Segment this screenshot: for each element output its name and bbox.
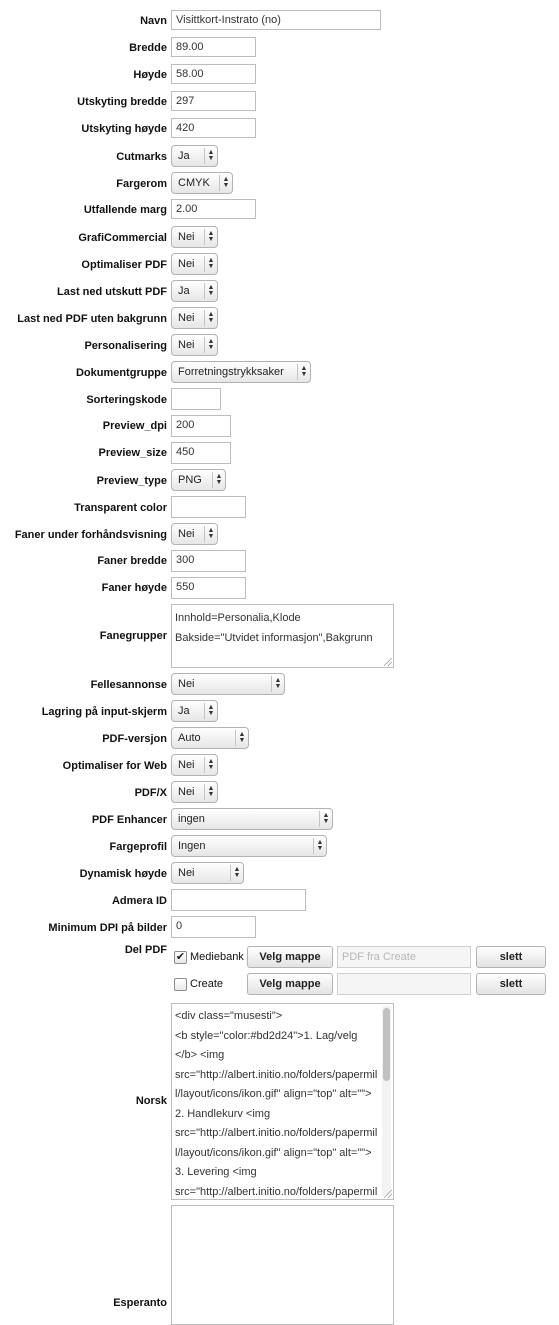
last-ned-utskutt-select[interactable] — [171, 280, 218, 302]
fargerom-value: CMYK — [178, 177, 210, 189]
label-fargeprofil: Fargeprofil — [109, 841, 167, 853]
label-pdf-enhancer: PDF Enhancer — [91, 814, 167, 826]
norsk-textarea[interactable] — [171, 1003, 394, 1200]
label-dynamisk-hoyde: Dynamisk høyde — [79, 868, 167, 880]
norsk-line: 3. Levering <img — [175, 1166, 257, 1178]
admera-id-input[interactable] — [171, 889, 306, 911]
mediebank-velg-mappe-button[interactable]: Velg mappe — [247, 946, 333, 968]
utskyting-hoyde-input[interactable]: 420 — [171, 118, 256, 138]
pdf-versjon-value: Auto — [178, 732, 201, 744]
updown-arrows-icon: ▲ ▼ — [212, 472, 225, 488]
faner-forhandsvisning-value: Nei — [178, 528, 195, 540]
create-checkbox[interactable] — [174, 978, 187, 991]
mediebank-slett-button[interactable]: slett — [476, 946, 546, 968]
norsk-line: <b style="color:#bd2d24">1. Lag/velg — [175, 1029, 358, 1042]
label-norsk: Norsk — [135, 1095, 167, 1107]
dokumentgruppe-value: Forretningstrykksaker — [178, 366, 284, 378]
label-last-ned-utskutt: Last ned utskutt PDF — [56, 286, 167, 298]
norsk-line: src="http://albert.initio.no/folders/papermil — [175, 1127, 378, 1139]
label-dokumentgruppe: Dokumentgruppe — [75, 367, 167, 379]
label-utfallende-marg: Utfallende marg — [83, 204, 167, 216]
navn-input[interactable]: Visittkort-Instrato (no) — [171, 10, 381, 30]
updown-arrows-icon: ▲ ▼ — [204, 256, 217, 272]
norsk-line: 2. Handlekurv <img — [175, 1107, 271, 1120]
hoyde-input[interactable]: 58.00 — [171, 64, 256, 84]
pdf-enhancer-value: ingen — [178, 813, 205, 825]
label-preview-size: Preview_size — [98, 447, 167, 459]
updown-arrows-icon: ▲ ▼ — [219, 175, 232, 191]
updown-arrows-icon: ▲ ▼ — [235, 730, 248, 746]
create-velg-mappe-button[interactable]: Velg mappe — [247, 973, 333, 995]
updown-arrows-icon: ▲ ▼ — [204, 784, 217, 800]
label-min-dpi: Minimum DPI på bilder — [48, 922, 167, 934]
updown-arrows-icon: ▲ ▼ — [204, 229, 217, 245]
norsk-line: </b> <img — [175, 1049, 225, 1061]
faner-forhandsvisning-select[interactable] — [171, 523, 218, 545]
label-hoyde: Høyde — [133, 69, 167, 81]
fargeprofil-value: Ingen — [178, 840, 206, 852]
bredde-input[interactable]: 89.00 — [171, 37, 256, 57]
dokumentgruppe-select[interactable] — [171, 361, 311, 383]
utfallende-marg-input[interactable]: 2.00 — [171, 199, 256, 219]
label-cutmarks: Cutmarks — [116, 151, 167, 163]
fellesannonse-select[interactable] — [171, 673, 285, 695]
label-faner-hoyde: Faner høyde — [101, 582, 167, 594]
label-preview-type: Preview_type — [96, 475, 167, 487]
fanegrupper-line: Bakside="Utvidet informasjon",Bakgrunn — [175, 631, 373, 644]
resize-grip-icon[interactable] — [384, 658, 392, 666]
esperanto-textarea[interactable] — [171, 1205, 394, 1325]
utskyting-bredde-input[interactable]: 297 — [171, 91, 256, 111]
last-ned-uten-bakgrunn-value: Nei — [178, 312, 195, 324]
label-bredde: Bredde — [129, 42, 167, 54]
updown-arrows-icon: ▲ ▼ — [204, 703, 217, 719]
mediebank-label: Mediebank — [190, 951, 244, 963]
updown-arrows-icon: ▲ ▼ — [230, 865, 243, 881]
label-fanegrupper: Fanegrupper — [99, 630, 167, 642]
norsk-line: <div class="musesti"> — [175, 1010, 283, 1022]
dynamisk-hoyde-select[interactable] — [171, 862, 244, 884]
label-fellesannonse: Fellesannonse — [90, 679, 167, 691]
dynamisk-hoyde-value: Nei — [178, 867, 195, 879]
fargerom-select[interactable] — [171, 172, 233, 194]
updown-arrows-icon: ▲ ▼ — [204, 337, 217, 353]
lagring-input-select[interactable] — [171, 700, 218, 722]
resize-grip-icon[interactable] — [384, 1190, 392, 1198]
updown-arrows-icon: ▲ ▼ — [204, 283, 217, 299]
checkmark-icon: ✔ — [175, 951, 186, 963]
norsk-scrollbar[interactable] — [382, 1006, 391, 1196]
create-label: Create — [190, 978, 224, 990]
preview-size-input[interactable]: 450 — [171, 442, 231, 464]
updown-arrows-icon: ▲ ▼ — [319, 811, 332, 827]
cutmarks-select[interactable] — [171, 145, 218, 167]
min-dpi-input[interactable]: 0 — [171, 916, 256, 938]
pdf-enhancer-select[interactable] — [171, 808, 333, 830]
label-lagring-input: Lagring på input-skjerm — [41, 706, 167, 718]
personalisering-value: Nei — [178, 339, 195, 351]
fanegrupper-line: Innhold=Personalia,Klode — [175, 612, 301, 624]
last-ned-utskutt-value: Ja — [178, 285, 190, 297]
faner-bredde-input[interactable]: 300 — [171, 550, 246, 572]
norsk-line: l/layout/icons/ikon.gif" align="top" alt=""> — [175, 1088, 372, 1100]
graficommercial-select[interactable] — [171, 226, 218, 248]
label-admera-id: Admera ID — [111, 895, 167, 907]
norsk-line: src="http://albert.initio.no/folders/papermil — [175, 1185, 378, 1198]
label-faner-forhandsvisning: Faner under forhåndsvisning — [14, 529, 167, 541]
updown-arrows-icon: ▲ ▼ — [297, 364, 310, 380]
updown-arrows-icon: ▲ ▼ — [204, 526, 217, 542]
preview-dpi-input[interactable]: 200 — [171, 415, 231, 437]
scrollbar-thumb[interactable] — [383, 1008, 390, 1081]
updown-arrows-icon: ▲ ▼ — [271, 676, 284, 692]
fanegrupper-textarea[interactable] — [171, 604, 394, 668]
pdf-versjon-select[interactable] — [171, 727, 249, 749]
label-esperanto: Esperanto — [113, 1297, 167, 1309]
pdfx-value: Nei — [178, 786, 195, 798]
row-del-pdf — [0, 943, 559, 998]
label-optimaliser-pdf: Optimaliser PDF — [81, 259, 167, 271]
updown-arrows-icon: ▲ ▼ — [204, 148, 217, 164]
lagring-input-value: Ja — [178, 705, 190, 717]
fellesannonse-value: Nei — [178, 678, 195, 690]
norsk-line: l/layout/icons/ikon.gif" align="top" alt=""> — [175, 1146, 372, 1159]
create-slett-button[interactable]: slett — [476, 973, 546, 995]
label-faner-bredde: Faner bredde — [97, 555, 167, 567]
mediebank-checkbox[interactable] — [174, 951, 187, 964]
label-transparent-color: Transparent color — [74, 502, 167, 514]
label-sorteringskode: Sorteringskode — [86, 394, 167, 406]
label-graficommercial: GrafiCommercial — [78, 232, 167, 244]
graficommercial-value: Nei — [178, 231, 195, 243]
label-fargerom: Fargerom — [116, 178, 167, 190]
mediebank-pdf-field[interactable]: PDF fra Create — [337, 946, 471, 968]
optimaliser-web-select[interactable] — [171, 754, 218, 776]
norsk-line: src="http://albert.initio.no/folders/papermil — [175, 1068, 378, 1081]
create-pdf-field[interactable] — [337, 973, 471, 995]
label-optimaliser-web: Optimaliser for Web — [62, 760, 167, 772]
label-preview-dpi: Preview_dpi — [102, 420, 167, 432]
personalisering-select[interactable] — [171, 334, 218, 356]
label-navn: Navn — [140, 15, 167, 27]
label-pdfx: PDF/X — [134, 787, 167, 799]
pdfx-select[interactable] — [171, 781, 218, 803]
optimaliser-pdf-value: Nei — [178, 258, 195, 270]
transparent-color-input[interactable] — [171, 496, 246, 518]
label-pdf-versjon: PDF-versjon — [102, 733, 167, 745]
optimaliser-web-value: Nei — [178, 759, 195, 771]
updown-arrows-icon: ▲ ▼ — [204, 757, 217, 773]
optimaliser-pdf-select[interactable] — [171, 253, 218, 275]
label-utskyting-hoyde: Utskyting høyde — [81, 123, 167, 135]
cutmarks-value: Ja — [178, 150, 190, 162]
updown-arrows-icon: ▲ ▼ — [204, 310, 217, 326]
last-ned-uten-bakgrunn-select[interactable] — [171, 307, 218, 329]
preview-type-select[interactable] — [171, 469, 226, 491]
updown-arrows-icon: ▲ ▼ — [313, 838, 326, 854]
label-last-ned-uten-bakgrunn: Last ned PDF uten bakgrunn — [17, 313, 167, 325]
sorteringskode-input[interactable] — [171, 388, 221, 410]
label-del-pdf: Del PDF — [124, 944, 167, 956]
label-utskyting-bredde: Utskyting bredde — [77, 96, 167, 108]
preview-type-value: PNG — [178, 474, 202, 486]
fargeprofil-select[interactable] — [171, 835, 327, 857]
label-personalisering: Personalisering — [84, 340, 167, 352]
faner-hoyde-input[interactable]: 550 — [171, 577, 246, 599]
